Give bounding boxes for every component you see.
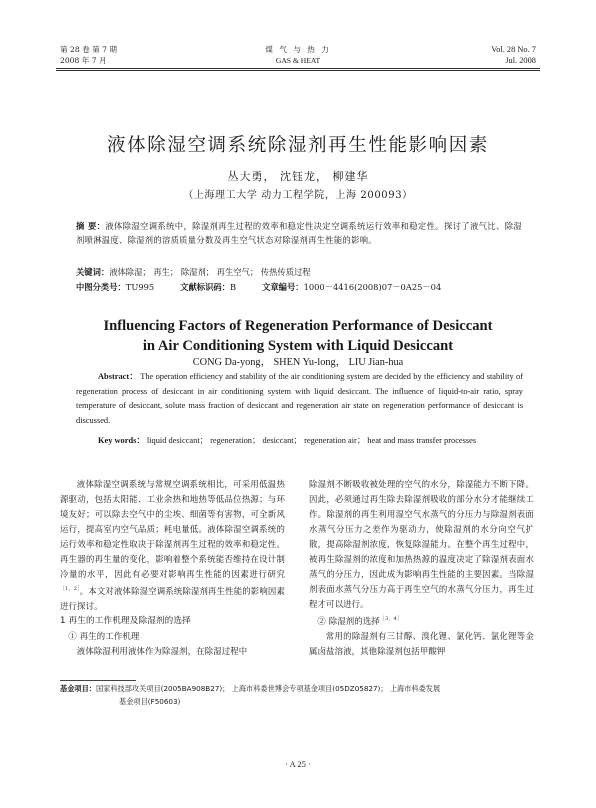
- classification-cn: [76, 280, 522, 294]
- abstract-cn-text: 液体除湿空调系统中，除湿剂再生过程的效率和稳定性决定空调系统运行效率和稳定性。探讨了液气比、除湿剂喷淋温度、除湿剂的溶质质量分数及再生空气状态对除湿剂再生性能的影响。: [76, 221, 522, 246]
- body-text: 。本文对液体除湿空调系统除湿剂再生性能的影响因素进行探讨。: [60, 586, 285, 612]
- abstract-en-label: Abstract：: [98, 372, 139, 381]
- journal-name-cn: 煤 气 与 热 力: [265, 45, 331, 54]
- funding-label: 基金项目：: [60, 684, 96, 693]
- paper-title-en: [0, 316, 596, 356]
- funding-text-line2: 基金项目(F50603): [119, 696, 181, 706]
- keywords-cn-label: 关键词：: [76, 267, 110, 277]
- section-heading: 1 再生的工作机理及除湿剂的选择: [60, 616, 191, 627]
- doc-code-label: 文献标识码：: [180, 282, 230, 292]
- volume-issue-en: Vol. 28 No. 7: [491, 45, 536, 54]
- footnote-rule: [60, 680, 136, 681]
- article-no-value: 1000－4416(2008)07－0A25－04: [303, 282, 442, 292]
- body-column-left: [60, 477, 285, 659]
- keywords-en-label: Key words：: [98, 436, 145, 445]
- body-paragraph: 常用的除湿剂有三甘醇、溴化锂、氯化钙、氯化锂等金属卤盐溶液，其他除湿剂包括甲酸钾: [309, 631, 534, 657]
- citation: ［1，2］: [60, 586, 80, 593]
- authors-cn: 丛大勇， 沈钰龙， 柳建华: [227, 170, 369, 183]
- paper-title-cn: 液体除湿空调系统除湿剂再生性能影响因素: [107, 135, 489, 156]
- page-number: · A 25 ·: [285, 759, 311, 769]
- journal-volume-info-en: [491, 44, 536, 66]
- header-rule: [56, 68, 540, 69]
- keywords-en: [76, 434, 523, 449]
- paper-title-en-line1: Influencing Factors of Regeneration Performance of Desiccant: [103, 318, 493, 334]
- funding-text-line1: 国家科技部攻关项目(2005BA908B27)； 上海市科委世博会专项基金项目(05DZ05827)； 上海市科委发展: [95, 684, 441, 693]
- keywords-cn-text: 液体除湿； 再生； 除湿剂； 再生空气； 传热传质过程: [109, 267, 311, 277]
- subsection-heading: [309, 612, 534, 629]
- journal-name-en: GAS & HEAT: [275, 56, 321, 65]
- keywords-cn: [76, 265, 522, 279]
- subsection-heading-text: ② 除湿剂的选择: [317, 616, 380, 627]
- issue-date-en: Jul. 2008: [505, 56, 536, 65]
- abstract-cn-label: 摘 要：: [76, 221, 106, 231]
- subsection-heading: ① 再生的工作机理: [68, 631, 140, 642]
- header-rule-2: [56, 70, 540, 71]
- paper-title-en-line2: in Air Conditioning System with Liquid Desiccant: [142, 338, 454, 354]
- keywords-en-text: liquid desiccant； regeneration； desiccant； regeneration air； heat and mass transfer processes: [146, 436, 477, 445]
- body-paragraph: 除湿剂不断吸收被处理的空气的水分，除湿能力不断下降。因此，必须通过再生除去除湿剂吸收的部分水分才能继续工作。除湿剂的再生利用湿空气水蒸气的分压力与除湿剂表面水蒸气分压力之差作为驱动力，使除湿剂的水分向空气扩散，提高除湿剂浓度，恢复除湿能力。在整个再生过程中，被再生除湿剂的浓度和加热热源的温度决定了除湿剂表面水蒸气的分压力，因此成为影响再生性能的主要因素。当除湿剂表面水蒸气分压力高于再生空气的水蒸气分压力，再生过程才可以进行。: [309, 479, 534, 610]
- abstract-en: [76, 370, 523, 428]
- abstract-cn: [76, 219, 522, 247]
- affiliation-cn: （上海理工大学 动力工程学院，上海 200093）: [183, 190, 413, 201]
- abstract-en-text: The operation efficiency and stability of the air conditioning system are decided by the efficiency and stability of regeneration process of desiccant in air conditioning system with liquid desiccant. The influence of liquid-to-air ratio, spray temperature of desiccant, solute mass fraction of desiccant and regeneration air state on regeneration performance of desiccant is discussed.: [76, 372, 523, 425]
- funding-footnote: [60, 683, 540, 708]
- clc-label: 中图分类号：: [76, 282, 126, 292]
- body-paragraph: 液体除湿利用液体作为除湿剂，在除湿过程中: [76, 646, 248, 657]
- article-no-label: 文章编号：: [262, 282, 304, 292]
- body-paragraph: [60, 477, 285, 614]
- body-text: 液体除湿空调系统与常规空调系统相比，可采用低温热源驱动，包括太阳能、工业余热和地热等低品位热源；与环境友好；可以除去空气中的尘埃、细菌等有害物，可全新风运行，提高室内空气品质；耗电量低。液体除湿空调系统的运行效率和稳定性取决于除湿剂再生过程的效率和稳定性。再生器的再生量的变化，影响着整个系统能否维持在设计制冷量的水平，因此有必要对影响再生性能的因素进行研究: [60, 479, 285, 580]
- doc-code-value: B: [229, 282, 237, 292]
- volume-issue: 第 28 卷 第 7 期: [60, 45, 117, 54]
- authors-en: CONG Da-yong， SHEN Yu-long， LIU Jian-hua: [192, 357, 404, 368]
- clc-value: TU995: [125, 282, 155, 292]
- body-column-right: [309, 477, 534, 659]
- citation: ［3，4］: [379, 616, 403, 623]
- issue-date: 2008 年 7 月: [60, 56, 107, 65]
